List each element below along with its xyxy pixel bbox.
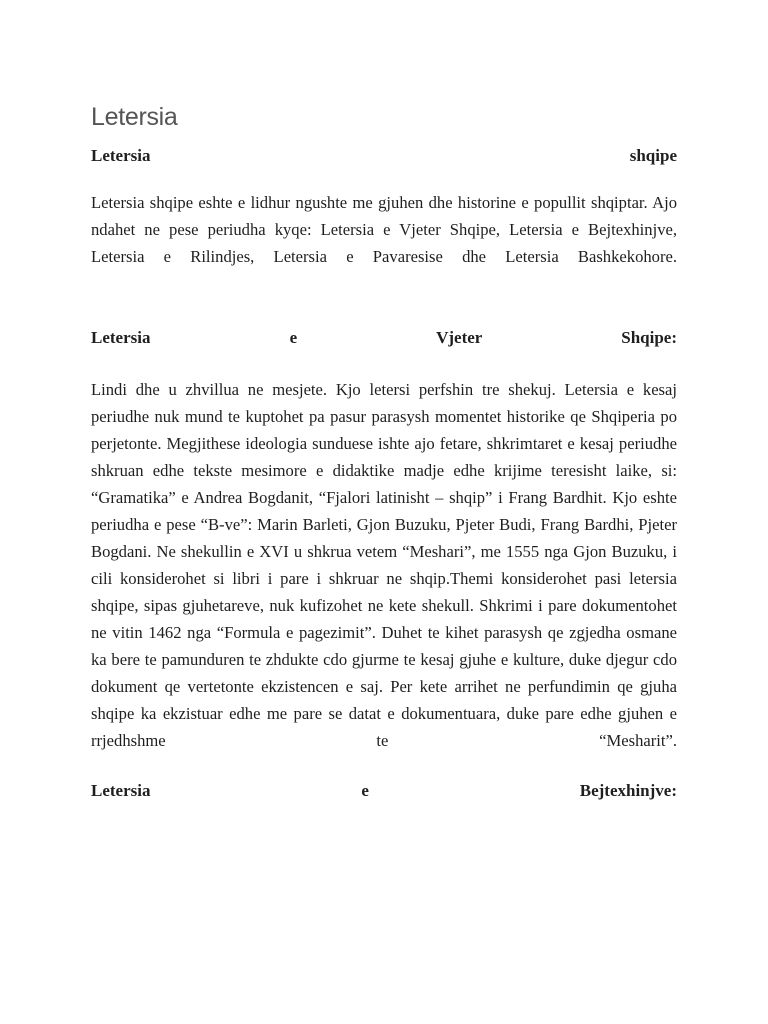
document-title: Letersia bbox=[91, 103, 178, 131]
section-heading-bejtexhinjve: Letersia e Bejtexhinjve: bbox=[91, 781, 677, 800]
section-body-vjeter-shqipe: Lindi dhe u zhvillua ne mesjete. Kjo letersi perfshin tre shekuj. Letersia e kesaj periudhe nuk mund te kuptohet pa pasur parasysh momentet historike qe Shqiperia po perjetonte. Megjithese ideologia sunduese ishte ajo fetare, shkrimtaret e kesaj periudhe shkruan edhe tekste mesimore e didaktike madje edhe krijime teresisht laike, si: “Gramatika” e Andrea Bogdanit, “Fjalori latinisht – shqip” i Frang Bardhit. Kjo eshte periudha e pese “B-ve”: Marin Barleti, Gjon Buzuku, Pjeter Budi, Frang Bardhi, Pjeter Bogdani. Ne shekullin e XVI u shkrua vetem “Meshari”, me 1555 nga Gjon Buzuku, i cili konsiderohet si libri i pare i shkruar ne shqip.Themi konsiderohet pasi letersia shqipe, sipas gjuhetareve, nuk kufizohet ne kete shekull. Shkrimi i pare dokumentohet ne vitin 1462 nga “Formula e pagezimit”. Duhet te kihet parasysh qe zgjedha osmane ka bere te pamunduren te zhdukte cdo gjurme te kesaj gjuhe e kulture, duke djegur cdo dokument qe vertetonte ekzistencen e saj. Per kete arrihet ne perfundimin qe gjuha shqipe ka ekzistuar edhe me pare se datat e dokumentuara, duke pare edhe gjuhen e rrjedhshme te “Mesharit”. bbox=[91, 380, 677, 750]
section-body-letersia-shqipe: Letersia shqipe eshte e lidhur ngushte me gjuhen dhe historine e popullit shqiptar. Ajo ndahet ne pese periudha kyqe: Letersia e Vjeter Shqipe, Letersia e Bejtexhinjve, Letersia e Rilindjes, Letersia e Pavaresise dhe Letersia Bashkekohore. bbox=[91, 193, 677, 266]
section-heading-vjeter-shqipe: Letersia e Vjeter Shqipe: bbox=[91, 328, 677, 347]
section-heading-letersia-shqipe: Letersia shqipe bbox=[91, 146, 677, 165]
document-page bbox=[91, 98, 677, 804]
